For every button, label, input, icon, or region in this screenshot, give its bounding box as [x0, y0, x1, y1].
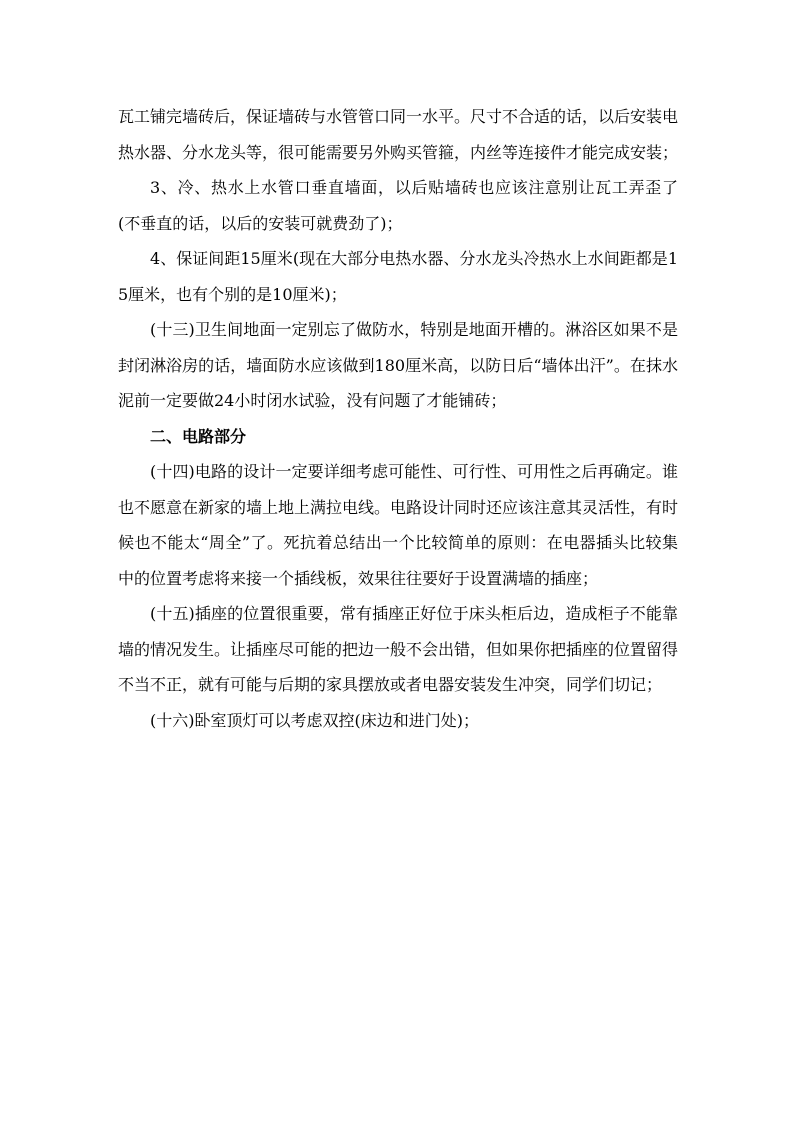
paragraph-item-4: 4、保证间距15厘米(现在大部分电热水器、分水龙头冷热水上水间距都是15厘米，也有个别的是10厘米)； [118, 249, 678, 304]
document-body [118, 99, 678, 738]
paragraph-item-14: (十四)电路的设计一定要详细考虑可能性、可行性、可用性之后再确定。谁也不愿意在新家的墙上地上满拉电线。电路设计同时还应该注意其灵活性，有时候也不能太“周全”了。死抗着总结出一个比较简单的原则：在电器插头比较集中的位置考虑将来接一个插线板，效果往往要好于设置满墙的插座； [118, 462, 679, 588]
paragraph-item-15: (十五)插座的位置很重要，常有插座正好位于床头柜后边，造成柜子不能靠墙的情况发生。让插座尽可能的把边一般不会出错，但如果你把插座的位置留得不当不正，就有可能与后期的家具摆放或者电器安装发生冲突，同学们切记； [118, 604, 679, 694]
paragraph-item-16: (十六)卧室顶灯可以考虑双控(床边和进门处)； [150, 710, 479, 730]
paragraph-tiling-note: 瓦工铺完墙砖后，保证墙砖与水管管口同一水平。尺寸不合适的话，以后安装电热水器、分水龙头等，很可能需要另外购买管箍，内丝等连接件才能完成安装； [118, 107, 679, 162]
paragraph-item-13: (十三)卫生间地面一定别忘了做防水，特别是地面开槽的。淋浴区如果不是封闭淋浴房的话，墙面防水应该做到180厘米高，以防日后“墙体出汗”。在抹水泥前一定要做24小时闭水试验，没有问题了才能铺砖； [118, 320, 678, 410]
section-heading-electrical: 二、电路部分 [150, 426, 247, 446]
paragraph-item-3: 3、冷、热水上水管口垂直墙面，以后贴墙砖也应该注意别让瓦工弄歪了(不垂直的话，以后的安装可就费劲了)； [118, 178, 678, 233]
